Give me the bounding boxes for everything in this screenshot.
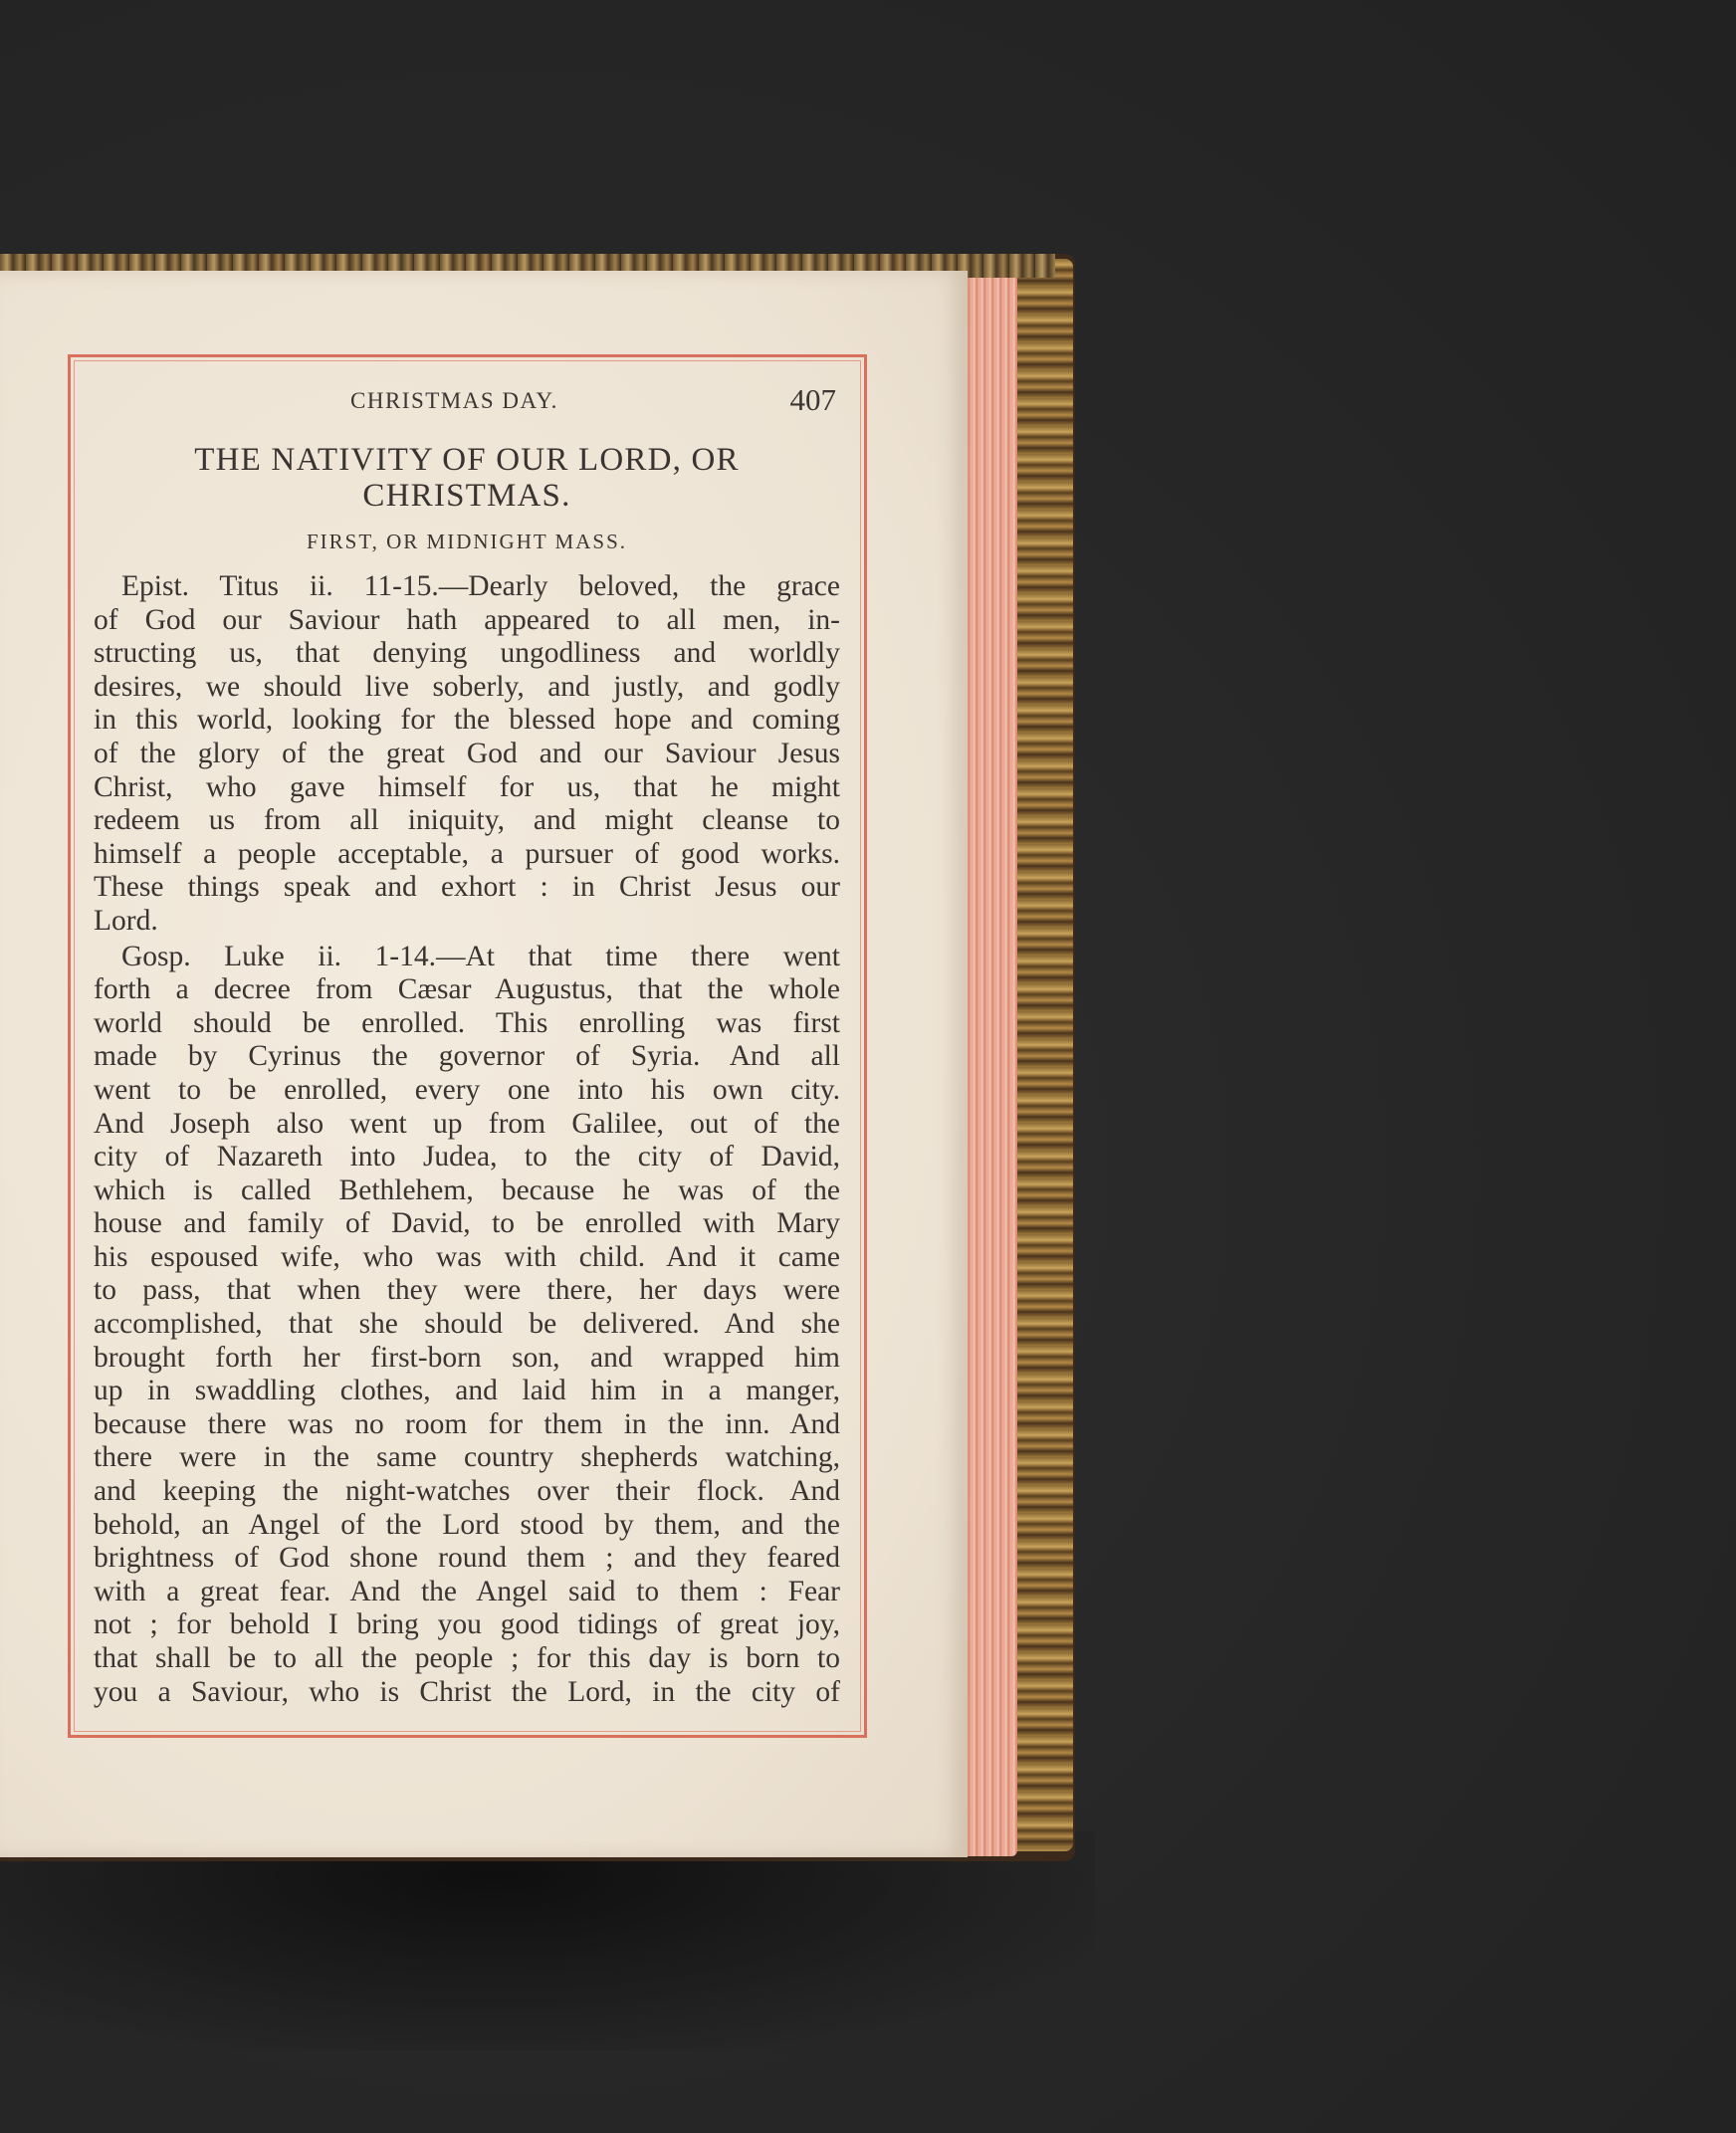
gospel-line: because there was no room for them in the inn. And: [94, 1407, 840, 1440]
epistle-line: himself a people acceptable, a pursuer of good works.: [94, 837, 840, 870]
gospel-line: forth a decree from Cæsar Augustus, that the whole: [94, 973, 840, 1006]
gospel-line: to pass, that when they were there, her days were: [94, 1274, 840, 1307]
epistle-line: Epist. Titus ii. 11-15.—Dearly beloved, the grace: [121, 570, 840, 602]
gospel-line: which is called Bethlehem, because he was of the: [94, 1173, 840, 1206]
gospel-line: you a Saviour, who is Christ the Lord, in the city of: [94, 1675, 840, 1708]
gilt-fore-edge: [1015, 259, 1073, 1851]
gospel-line: his espoused wife, who was with child. And it came: [94, 1240, 840, 1273]
title-line-2: CHRISTMAS.: [362, 478, 571, 514]
gospel-line: with a great fear. And the Angel said to them : Fear: [94, 1575, 840, 1607]
gospel-line: went to be enrolled, every one into his own city.: [94, 1073, 840, 1106]
epistle-paragraph: [94, 570, 840, 939]
gospel-line: house and family of David, to be enrolled with Mary: [94, 1207, 840, 1240]
epistle-line: These things speak and exhort : in Christ Jesus our: [94, 871, 840, 904]
epistle-line: structing us, that denying ungodliness and worldly: [94, 637, 840, 670]
page-number: 407: [789, 382, 836, 417]
gospel-line: there were in the same country shepherds watching,: [94, 1441, 840, 1474]
gospel-line: brightness of God shone round them ; and they feared: [94, 1542, 840, 1575]
gospel-line: up in swaddling clothes, and laid him in a manger,: [94, 1375, 840, 1407]
epistle-line: of God our Saviour hath appeared to all men, in-: [94, 603, 840, 636]
gospel-line: not ; for behold I bring you good tidings of great joy,: [94, 1608, 840, 1641]
epistle-line: desires, we should live soberly, and justly, and godly: [94, 670, 840, 703]
gospel-line: world should be enrolled. This enrolling was first: [94, 1006, 840, 1039]
gospel-line: accomplished, that she should be delivered. And she: [94, 1308, 840, 1341]
gospel-paragraph: [94, 941, 840, 1710]
gospel-line: behold, an Angel of the Lord stood by them, and the: [94, 1508, 840, 1541]
gospel-line: made by Cyrinus the governor of Syria. And all: [94, 1040, 840, 1073]
page-content: [94, 382, 840, 1709]
page-title: [94, 442, 840, 514]
epistle-line: Lord.: [94, 904, 158, 937]
epistle-line: in this world, looking for the blessed hope and coming: [94, 704, 840, 737]
epistle-line: Christ, who gave himself for us, that he might: [94, 770, 840, 803]
title-line-1: THE NATIVITY OF OUR LORD, OR: [194, 442, 740, 478]
gospel-line: city of Nazareth into Judea, to the city of David,: [94, 1141, 840, 1173]
gospel-line: brought forth her first-born son, and wrapped him: [94, 1341, 840, 1374]
running-title: CHRISTMAS DAY.: [350, 388, 558, 413]
gospel-line: that shall be to all the people ; for this day is born to: [94, 1642, 840, 1674]
mass-subtitle: FIRST, OR MIDNIGHT MASS.: [306, 530, 627, 553]
gospel-line: and keeping the night-watches over their flock. And: [94, 1475, 840, 1508]
gospel-line: And Joseph also went up from Galilee, out of the: [94, 1107, 840, 1140]
book-shadow: [0, 1831, 1095, 2050]
gospel-line: Gosp. Luke ii. 1-14.—At that time there went: [121, 940, 840, 972]
epistle-line: of the glory of the great God and our Saviour Jesus: [94, 737, 840, 769]
epistle-line: redeem us from all iniquity, and might cleanse to: [94, 804, 840, 837]
running-head: [94, 382, 840, 434]
